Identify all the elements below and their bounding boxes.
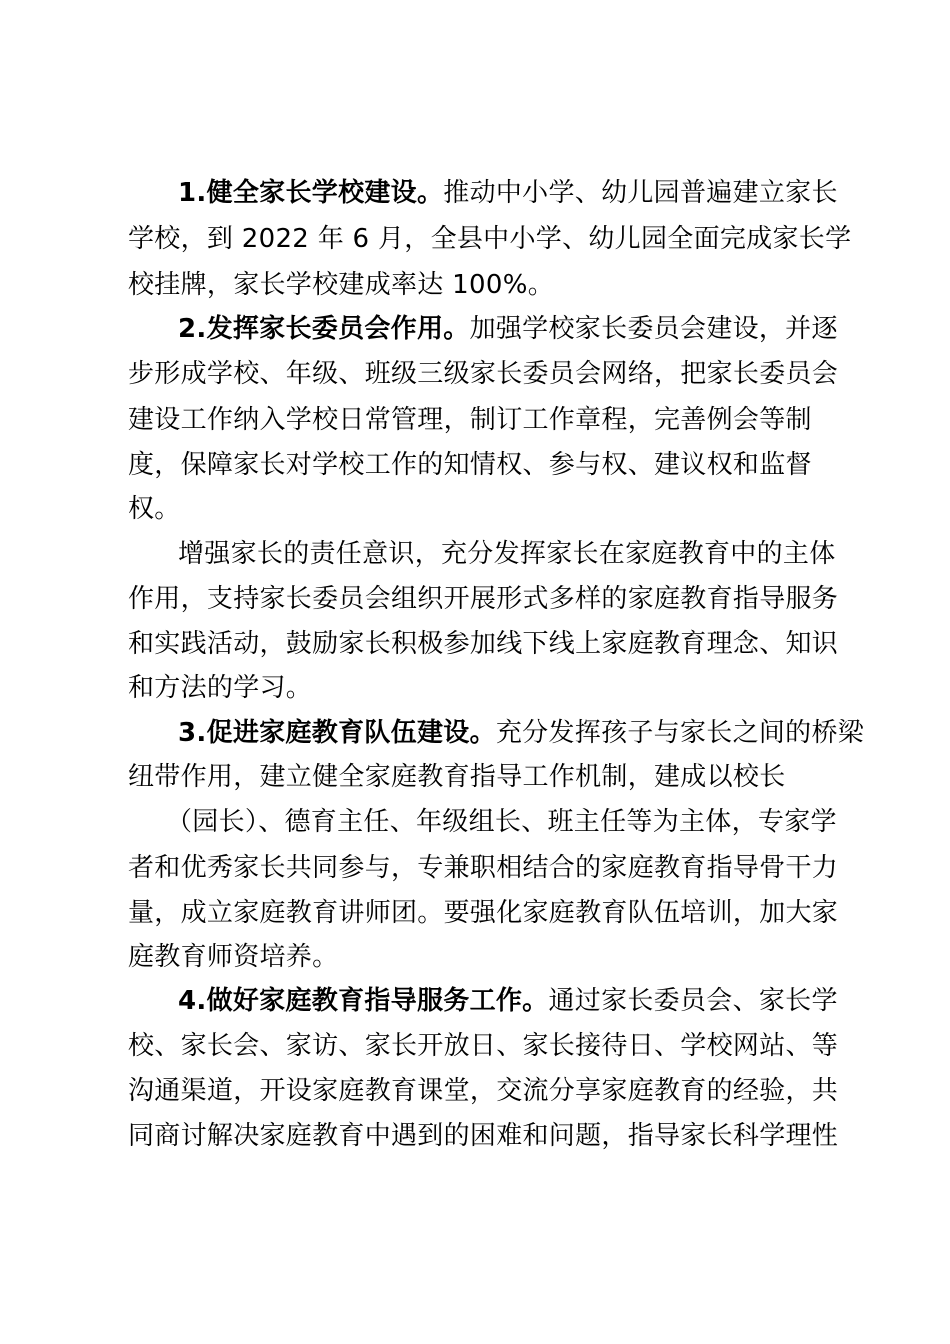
paragraph-3-line-1 [178,537,836,571]
paragraph-5-line-3 [128,1074,838,1108]
paragraph-4-line-5 [128,896,838,930]
paragraph-5-line-1 [178,984,838,1018]
line-text: 通过家长委员会、家长学 [548,986,838,1016]
paragraph-1-line-2 [128,222,851,256]
line-text: 纽带作用，建立健全家庭教育指导工作机制，建成以校长 [128,762,786,792]
line-text: 和方法的学习。 [128,673,313,703]
paragraph-2-line-4 [128,448,812,482]
paragraph-1-line-3 [128,268,554,302]
line-text: 沟通渠道，开设家庭教育课堂，交流分享家庭教育的经验，共 [128,1076,839,1106]
paragraph-4-line-3 [166,805,837,839]
line-text: 学校，到 2022 年 6 月，全县中小学、幼儿园全面完成家长学 [128,224,852,254]
paragraph-4-line-2 [128,760,786,794]
line-text: 校挂牌，家长学校建成率达 100%。 [128,270,554,300]
line-text: 权。 [128,494,181,524]
paragraph-2-line-3 [128,403,812,437]
line-text: 增强家长的责任意识，充分发挥家长在家庭教育中的主体 [178,539,836,569]
paragraph-3-line-3 [128,627,838,661]
line-text: 者和优秀家长共同参与，专兼职相结合的家庭教育指导骨干力 [128,853,839,883]
line-text: 同商讨解决家庭教育中遇到的困难和问题，指导家长科学理性 [128,1121,839,1151]
line-text: 量，成立家庭教育讲师团。要强化家庭教育队伍培训，加大家 [128,898,839,928]
paragraph-5-line-4 [128,1119,838,1153]
paragraph-3-line-4 [128,671,312,705]
line-text: 建设工作纳入学校日常管理，制订工作章程，完善例会等制 [128,405,812,435]
paragraph-2-line-1 [178,312,838,346]
section-heading-4: 4.做好家庭教育指导服务工作。 [178,986,549,1016]
paragraph-2-line-2 [128,357,838,391]
line-text: 加强学校家长委员会建设，并逐 [469,314,838,344]
paragraph-3-line-2 [128,582,838,616]
line-text: （园长）、德育主任、年级组长、班主任等为主体，专家学 [166,807,837,837]
line-text: 校、家长会、家访、家长开放日、家长接待日、学校网站、等 [128,1031,839,1061]
paragraph-1-line-1 [178,176,838,210]
paragraph-4-line-1 [178,716,864,750]
line-text: 步形成学校、年级、班级三级家长委员会网络，把家长委员会 [128,359,839,389]
line-text: 充分发挥孩子与家长之间的桥梁 [495,718,865,748]
line-text: 庭教育师资培养。 [128,942,339,972]
section-heading-3: 3.促进家庭教育队伍建设。 [178,718,496,748]
section-heading-2: 2.发挥家长委员会作用。 [178,314,470,344]
section-heading-1: 1.健全家长学校建设。 [178,178,444,208]
line-text: 推动中小学、幼儿园普遍建立家长 [443,178,838,208]
paragraph-4-line-4 [128,851,838,885]
line-text: 和实践活动，鼓励家长积极参加线下线上家庭教育理念、知识 [128,629,839,659]
paragraph-4-line-6 [128,940,338,974]
paragraph-2-line-5 [128,492,181,526]
line-text: 度，保障家长对学校工作的知情权、参与权、建议权和监督 [128,450,812,480]
line-text: 作用，支持家长委员会组织开展形式多样的家庭教育指导服务 [128,584,839,614]
paragraph-5-line-2 [128,1029,838,1063]
